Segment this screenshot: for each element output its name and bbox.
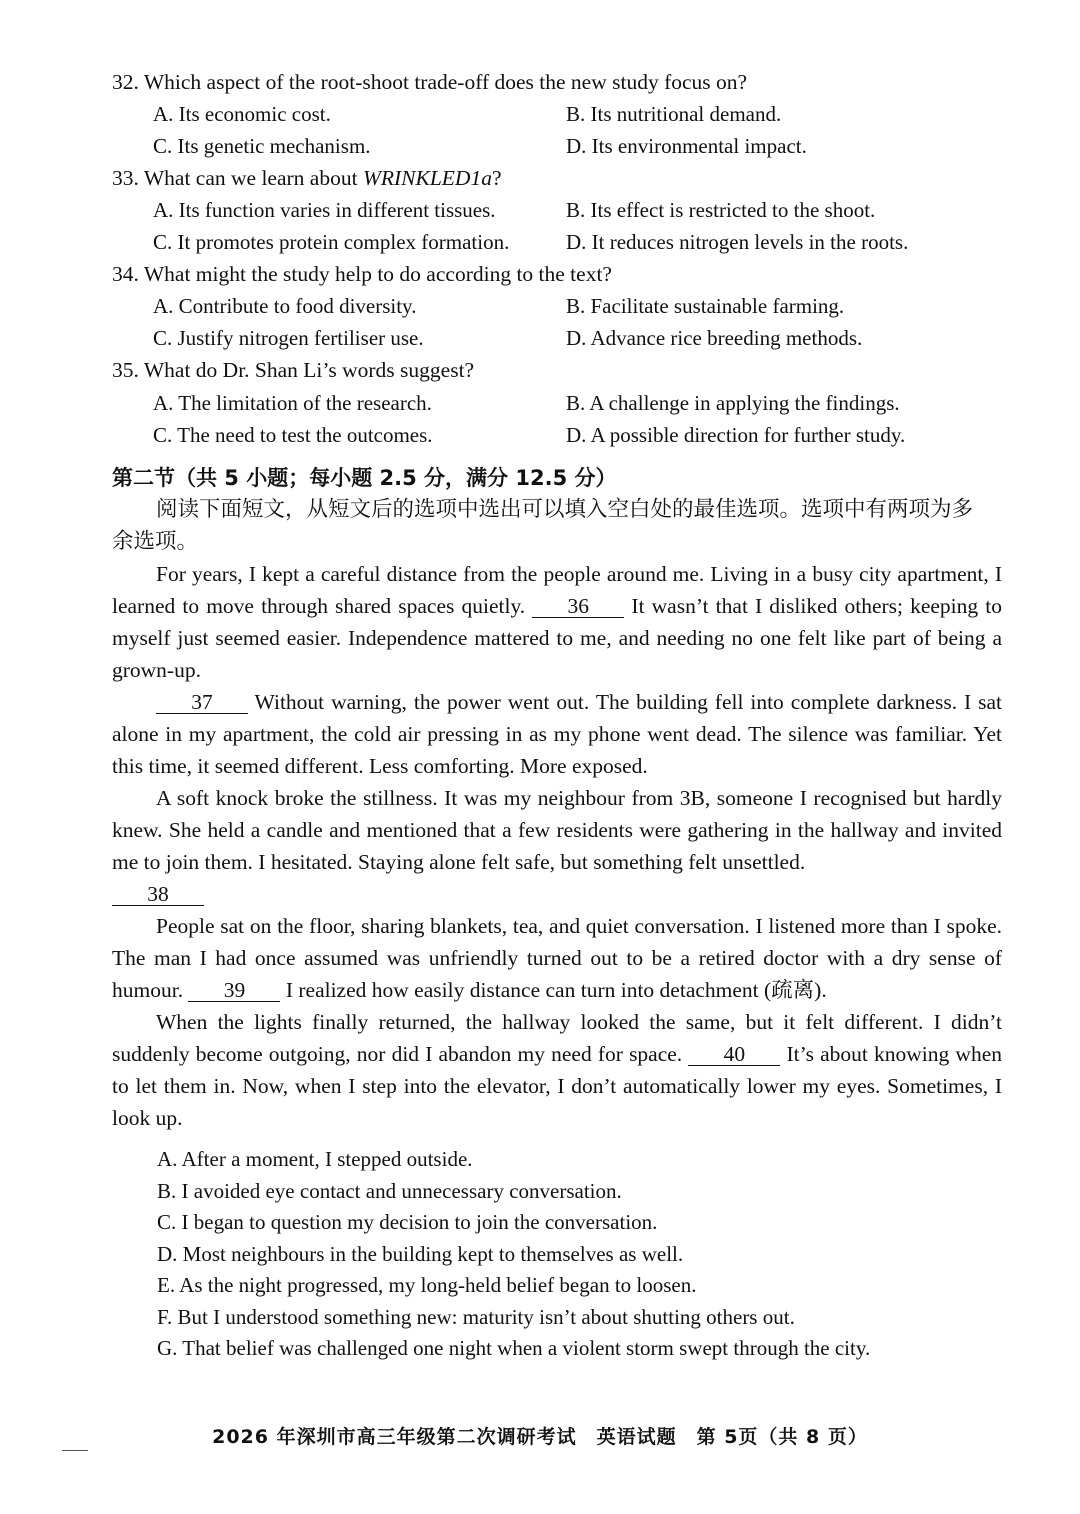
blank-39: 39	[188, 979, 280, 1002]
passage-paragraph-5	[112, 1006, 1002, 1134]
blank-40: 40	[688, 1043, 780, 1066]
corner-rule	[62, 1450, 88, 1451]
q33-option-b: B. Its effect is restricted to the shoot.	[566, 198, 876, 222]
q34-option-c: C. Justify nitrogen fertiliser use.	[153, 326, 424, 350]
question-32-stem: 32. Which aspect of the root-shoot trade-off does the new study focus on?	[112, 70, 748, 94]
blank-36: 36	[532, 595, 624, 618]
question-33-stem	[112, 166, 501, 191]
question-35-stem: 35. What do Dr. Shan Li’s words suggest?	[112, 358, 475, 382]
page-footer: 2026 年深圳市高三年级第二次调研考试 英语试题 第 5页（共 8 页）	[212, 1426, 868, 1448]
passage-paragraph-3	[112, 782, 1002, 878]
section-2-instructions: 阅读下面短文，从短文后的选项中选出可以填入空白处的最佳选项。选项中有两项为多余选项。	[112, 497, 974, 554]
q32-option-a: A. Its economic cost.	[153, 102, 331, 126]
p1-text-a: For years, I kept a careful distance from the people around me. Living in a busy city apartment, I learned to move through shared spaces quietly.	[112, 562, 1002, 618]
choice-c: C. I began to question my decision to join the conversation.	[157, 1210, 658, 1234]
section-2-heading: 第二节（共 5 小题；每小题 2.5 分，满分 12.5 分）	[112, 466, 617, 490]
blank-38: 38	[112, 883, 204, 906]
choice-e: E. As the night progressed, my long-held belief began to loosen.	[157, 1273, 697, 1297]
passage-paragraph-4	[112, 910, 1002, 1006]
q35-option-b: B. A challenge in applying the findings.	[566, 391, 900, 415]
q35-option-a: A. The limitation of the research.	[153, 391, 432, 415]
q34-option-a: A. Contribute to food diversity.	[153, 294, 417, 318]
q32-option-b: B. Its nutritional demand.	[566, 102, 782, 126]
q32-option-d: D. Its environmental impact.	[566, 134, 807, 158]
passage-blank-38-line	[112, 878, 1002, 910]
q33-stem-suffix: ?	[491, 166, 502, 190]
choice-a: A. After a moment, I stepped outside.	[157, 1147, 473, 1171]
q33-stem-prefix: 33. What can we learn about	[112, 166, 363, 190]
answer-choices	[157, 1144, 870, 1365]
p2-text: Without warning, the power went out. The building fell into complete darkness. I sat alone in my apartment, the cold air pressing in as my phone went dead. The silence was familiar. Yet this time, it seemed different. Less comforting. More exposed.	[112, 690, 1002, 778]
q33-option-a: A. Its function varies in different tissues.	[153, 198, 496, 222]
choice-b: B. I avoided eye contact and unnecessary conversation.	[157, 1178, 622, 1203]
p4-text-b: I realized how easily distance can turn into detachment (疏离).	[280, 978, 827, 1002]
p4-text-a: People sat on the floor, sharing blankets, tea, and quiet conversation. I listened more than I spoke. The man I had once assumed was unfriendly turned out to be a retired doctor with a dry sense of humour.	[112, 914, 1002, 1002]
question-34-stem: 34. What might the study help to do according to the text?	[112, 262, 612, 286]
passage-paragraph-1	[112, 558, 1002, 686]
p5-text-b: It’s about knowing when to let them in. Now, when I step into the elevator, I don’t automatically lower my eyes. Sometimes, I look up.	[112, 1042, 1003, 1130]
q33-option-d: D. It reduces nitrogen levels in the roots.	[566, 230, 909, 254]
q35-option-c: C. The need to test the outcomes.	[153, 423, 433, 447]
passage-paragraph-2	[112, 686, 1002, 782]
q35-option-d: D. A possible direction for further study.	[566, 423, 906, 447]
q33-option-c: C. It promotes protein complex formation.	[153, 230, 510, 254]
p3-text: A soft knock broke the stillness. It was my neighbour from 3B, someone I recognised but hardly knew. She held a candle and mentioned that a few residents were gathering in the hallway and invited me to join them. I hesitated. Staying alone felt safe, but something felt unsettled.	[112, 786, 1002, 874]
q32-option-c: C. Its genetic mechanism.	[153, 134, 371, 158]
q34-option-d: D. Advance rice breeding methods.	[566, 326, 863, 350]
blank-37: 37	[156, 691, 248, 714]
choice-f: F. But I understood something new: maturity isn’t about shutting others out.	[157, 1304, 795, 1329]
p5-text-a: When the lights finally returned, the hallway looked the same, but it felt different. I didn’t suddenly become outgoing, nor did I abandon my need for space.	[112, 1010, 1002, 1066]
q33-gene-name: WRINKLED1a	[362, 166, 492, 190]
q34-option-b: B. Facilitate sustainable farming.	[566, 294, 845, 318]
choice-d: D. Most neighbours in the building kept to themselves as well.	[157, 1241, 684, 1266]
p1-text-b: It wasn’t that I disliked others; keeping to myself just seemed easier. Independence mattered to me, and needing no one felt like part of being a grown-up.	[112, 594, 1002, 682]
choice-g: G. That belief was challenged one night when a violent storm swept through the city.	[157, 1336, 871, 1360]
